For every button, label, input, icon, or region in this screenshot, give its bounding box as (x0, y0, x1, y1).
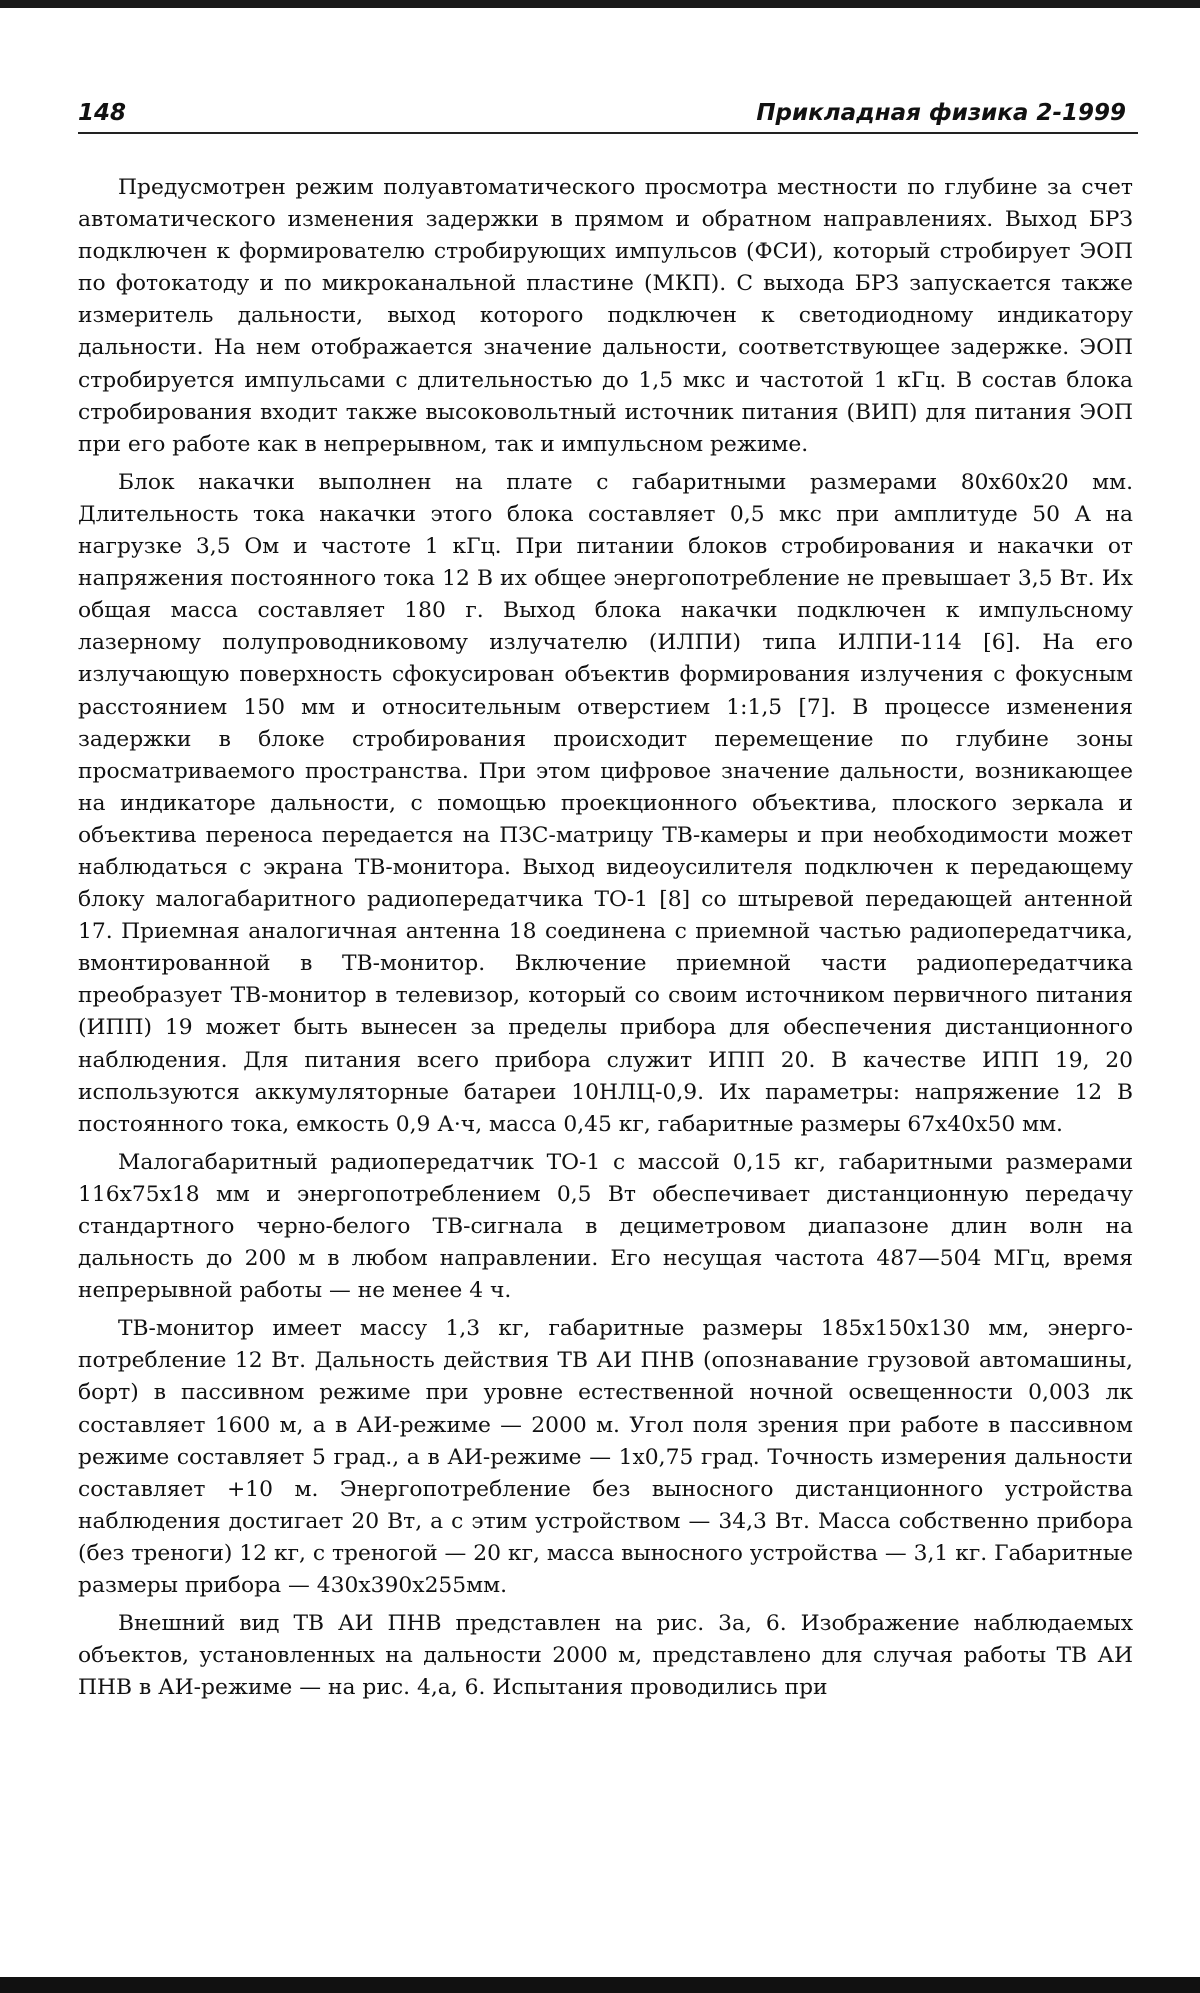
paragraph-3: Малогабаритный радиопередатчик ТО-1 с массой 0,15 кг, габаритными размерами 116x75x18 мм и энергопотреблением 0,5 Вт обеспечивает дистанционную передачу стандартного черно-белого ТВ-сигнала в дециметровом диапазоне длин волн на дальность до 200 м в любом направлении. Его несущая частота 487—504 МГц, время непрерывной работы — не менее 4 ч. (78, 1149, 1133, 1304)
scan-top-edge (0, 0, 1200, 8)
scan-bottom-edge (0, 1977, 1200, 1993)
page (78, 100, 1138, 1710)
journal-title: Прикладная физика 2-1999 (756, 100, 1126, 126)
paragraph-1: Предусмотрен режим полуавтоматического просмотра местности по глубине за счет автоматического изменения задержки в прямом и обратном направлениях. Выход БРЗ подключен к формирователю стробирующих импульсов (ФСИ), который стробирует ЭОП по фотокатоду и по микроканальной пластине (МКП). С выхода БРЗ запускается также измеритель дальности, выход которого подключен к светодиодному индикатору дальности. На нем отображается значение дальности, соответствующее задержке. ЭОП стробируется импульсами с длительностью до 1,5 мкс и частотой 1 кГц. В состав блока стробирования входит также высоковольтный источник питания (ВИП) для питания ЭОП при его работе как в непрерывном, так и импульсном режиме. (78, 175, 1133, 457)
page-number: 148 (78, 100, 127, 126)
paragraph-2: Блок накачки выполнен на плате с габаритными размерами 80x60x20 мм. Длительность тока накачки этого блока составляет 0,5 мкс при амплитуде 50 А на нагрузке 3,5 Ом и частоте 1 кГц. При питании блоков стробирования и накачки от напряжения постоянного тока 12 В их общее энергопотребление не превышает 3,5 Вт. Их общая масса составляет 180 г. Выход блока накачки подключен к импульсному лазерному полупроводниковому излучателю (ИЛПИ) типа ИЛПИ-114 [6]. На его излучающую поверхность сфокусирован объектив формирования излучения с фокусным расстоянием 150 мм и относительным отверстием 1:1,5 [7]. В процессе изменения задержки в блоке стробирования происходит перемещение по глубине зоны просматриваемого пространства. При этом цифровое значение дальности, возникающее на индикаторе дальности, с помощью проекционного объектива, плоского зеркала и объектива переноса передается на ПЗС-матрицу ТВ-камеры и при необходимости может наблюдаться с экрана ТВ-монитора. Выход видеоусилителя подключен к передающему блоку малогабаритного радиопередатчика ТО-1 [8] со штыревой передающей антенной 17. Приемная аналогичная антенна 18 соединена с приемной частью радиопередатчика, вмонтированной в ТВ-монитор. Включение приемной части радиопередатчика преобразует ТВ-монитор в телевизор, который со своим источником первичного питания (ИПП) 19 может быть вынесен за пределы прибора для обеспечения дистанционного наблюдения. Для питания всего прибора служит ИПП 20. В качестве ИПП 19, 20 используются аккумуляторные батареи 10НЛЦ-0,9. Их параметры: напряжение 12 В постоянного тока, емкость 0,9 А·ч, масса 0,45 кг, габаритные размеры 67x40x50 мм. (78, 469, 1133, 1137)
running-head (78, 100, 1138, 134)
paragraph-4: ТВ-монитор имеет массу 1,3 кг, габаритные размеры 185x150x130 мм, энергопотребление 12 Вт. Дальность действия ТВ АИ ПНВ (опознавание грузовой автомашины, борт) в пассивном режиме при уровне естественной ночной освещенности 0,003 лк составляет 1600 м, а в АИ-режиме — 2000 м. Угол поля зрения при работе в пассивном режиме составляет 5 град., а в АИ-режиме — 1x0,75 град. Точность измерения дальности составляет +10 м. Энергопотребление без выносного дистанционного устройства наблюдения достигает 20 Вт, а с этим устройством — 34,3 Вт. Масса собственно прибора (без треноги) 12 кг, с треногой — 20 кг, масса выносного устройства — 3,1 кг. Габаритные размеры прибора — 430x390x255мм. (78, 1316, 1133, 1599)
paragraph-5: Внешний вид ТВ АИ ПНВ представлен на рис. 3а, 6. Изображение наблюдаемых объектов, установленных на дальности 2000 м, представлено для случая работы ТВ АИ ПНВ в АИ-режиме — на рис. 4,а, 6. Испытания проводились при (78, 1611, 1133, 1701)
body-text (78, 172, 1133, 1704)
